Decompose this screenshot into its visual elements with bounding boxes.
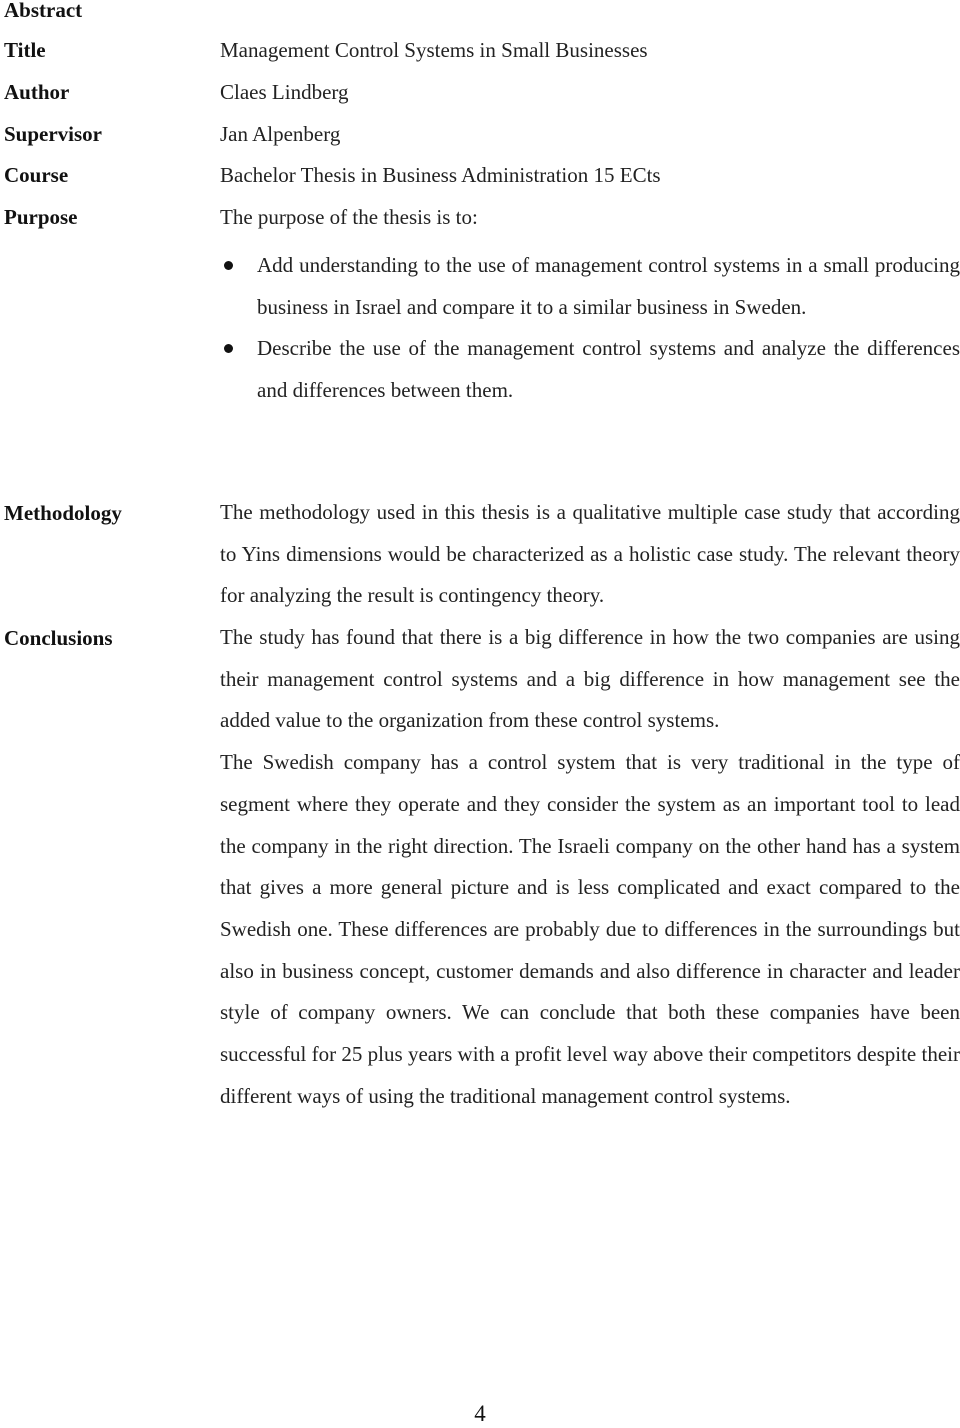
purpose-bullet bbox=[220, 245, 960, 328]
methodology-paragraph: The methodology used in this thesis is a qualitative multiple case study that according to Yins dimensions would be characterized as a holistic case study. The relevant theory for analyzing the result is contingency theory. bbox=[220, 500, 960, 608]
abstract-heading: Abstract bbox=[4, 0, 83, 22]
methodology-text bbox=[220, 492, 960, 617]
course-label: Course bbox=[4, 163, 69, 187]
course-value: Bachelor Thesis in Business Administration 15 ECts bbox=[220, 163, 661, 187]
bullet-icon bbox=[224, 344, 233, 353]
title-label: Title bbox=[4, 38, 46, 62]
supervisor-value: Jan Alpenberg bbox=[220, 122, 341, 146]
title-value: Management Control Systems in Small Businesses bbox=[220, 38, 648, 62]
conclusions-paragraph: The Swedish company has a control system that is very traditional in the type of segment where they operate and they consider the system as an important tool to lead the company in the right direction. The Israeli company on the other hand has a system that gives a more general picture and is less complicated and exact compared to the Swedish one. These differences are probably due to differences in the surroundings but also in business concept, customer demands and also difference in character and leader style of company owners. We can conclude that both these companies have been successful for 25 plus years with a profit level way above their competitors despite their different ways of using the traditional management control systems. bbox=[220, 750, 960, 1108]
purpose-label: Purpose bbox=[4, 205, 78, 229]
purpose-bullet-list bbox=[220, 245, 960, 412]
methodology-label: Methodology bbox=[4, 501, 122, 525]
purpose-bullet bbox=[220, 328, 960, 411]
conclusions-label: Conclusions bbox=[4, 626, 113, 650]
author-value: Claes Lindberg bbox=[220, 80, 349, 104]
purpose-bullet-text: Add understanding to the use of management control systems in a small producing business in Israel and compare it to a similar business in Sweden. bbox=[257, 253, 960, 319]
page-number: 4 bbox=[474, 1401, 486, 1426]
conclusions-text bbox=[220, 617, 960, 1117]
purpose-value: The purpose of the thesis is to: bbox=[220, 205, 478, 229]
bullet-icon bbox=[224, 261, 233, 270]
author-label: Author bbox=[4, 80, 70, 104]
purpose-bullet-text: Describe the use of the management control systems and analyze the differences and differences between them. bbox=[257, 336, 960, 403]
supervisor-label: Supervisor bbox=[4, 122, 103, 146]
conclusions-paragraph: The study has found that there is a big difference in how the two companies are using their management control systems and a big difference in how management see the added value to the organization from these control systems. bbox=[220, 625, 960, 733]
